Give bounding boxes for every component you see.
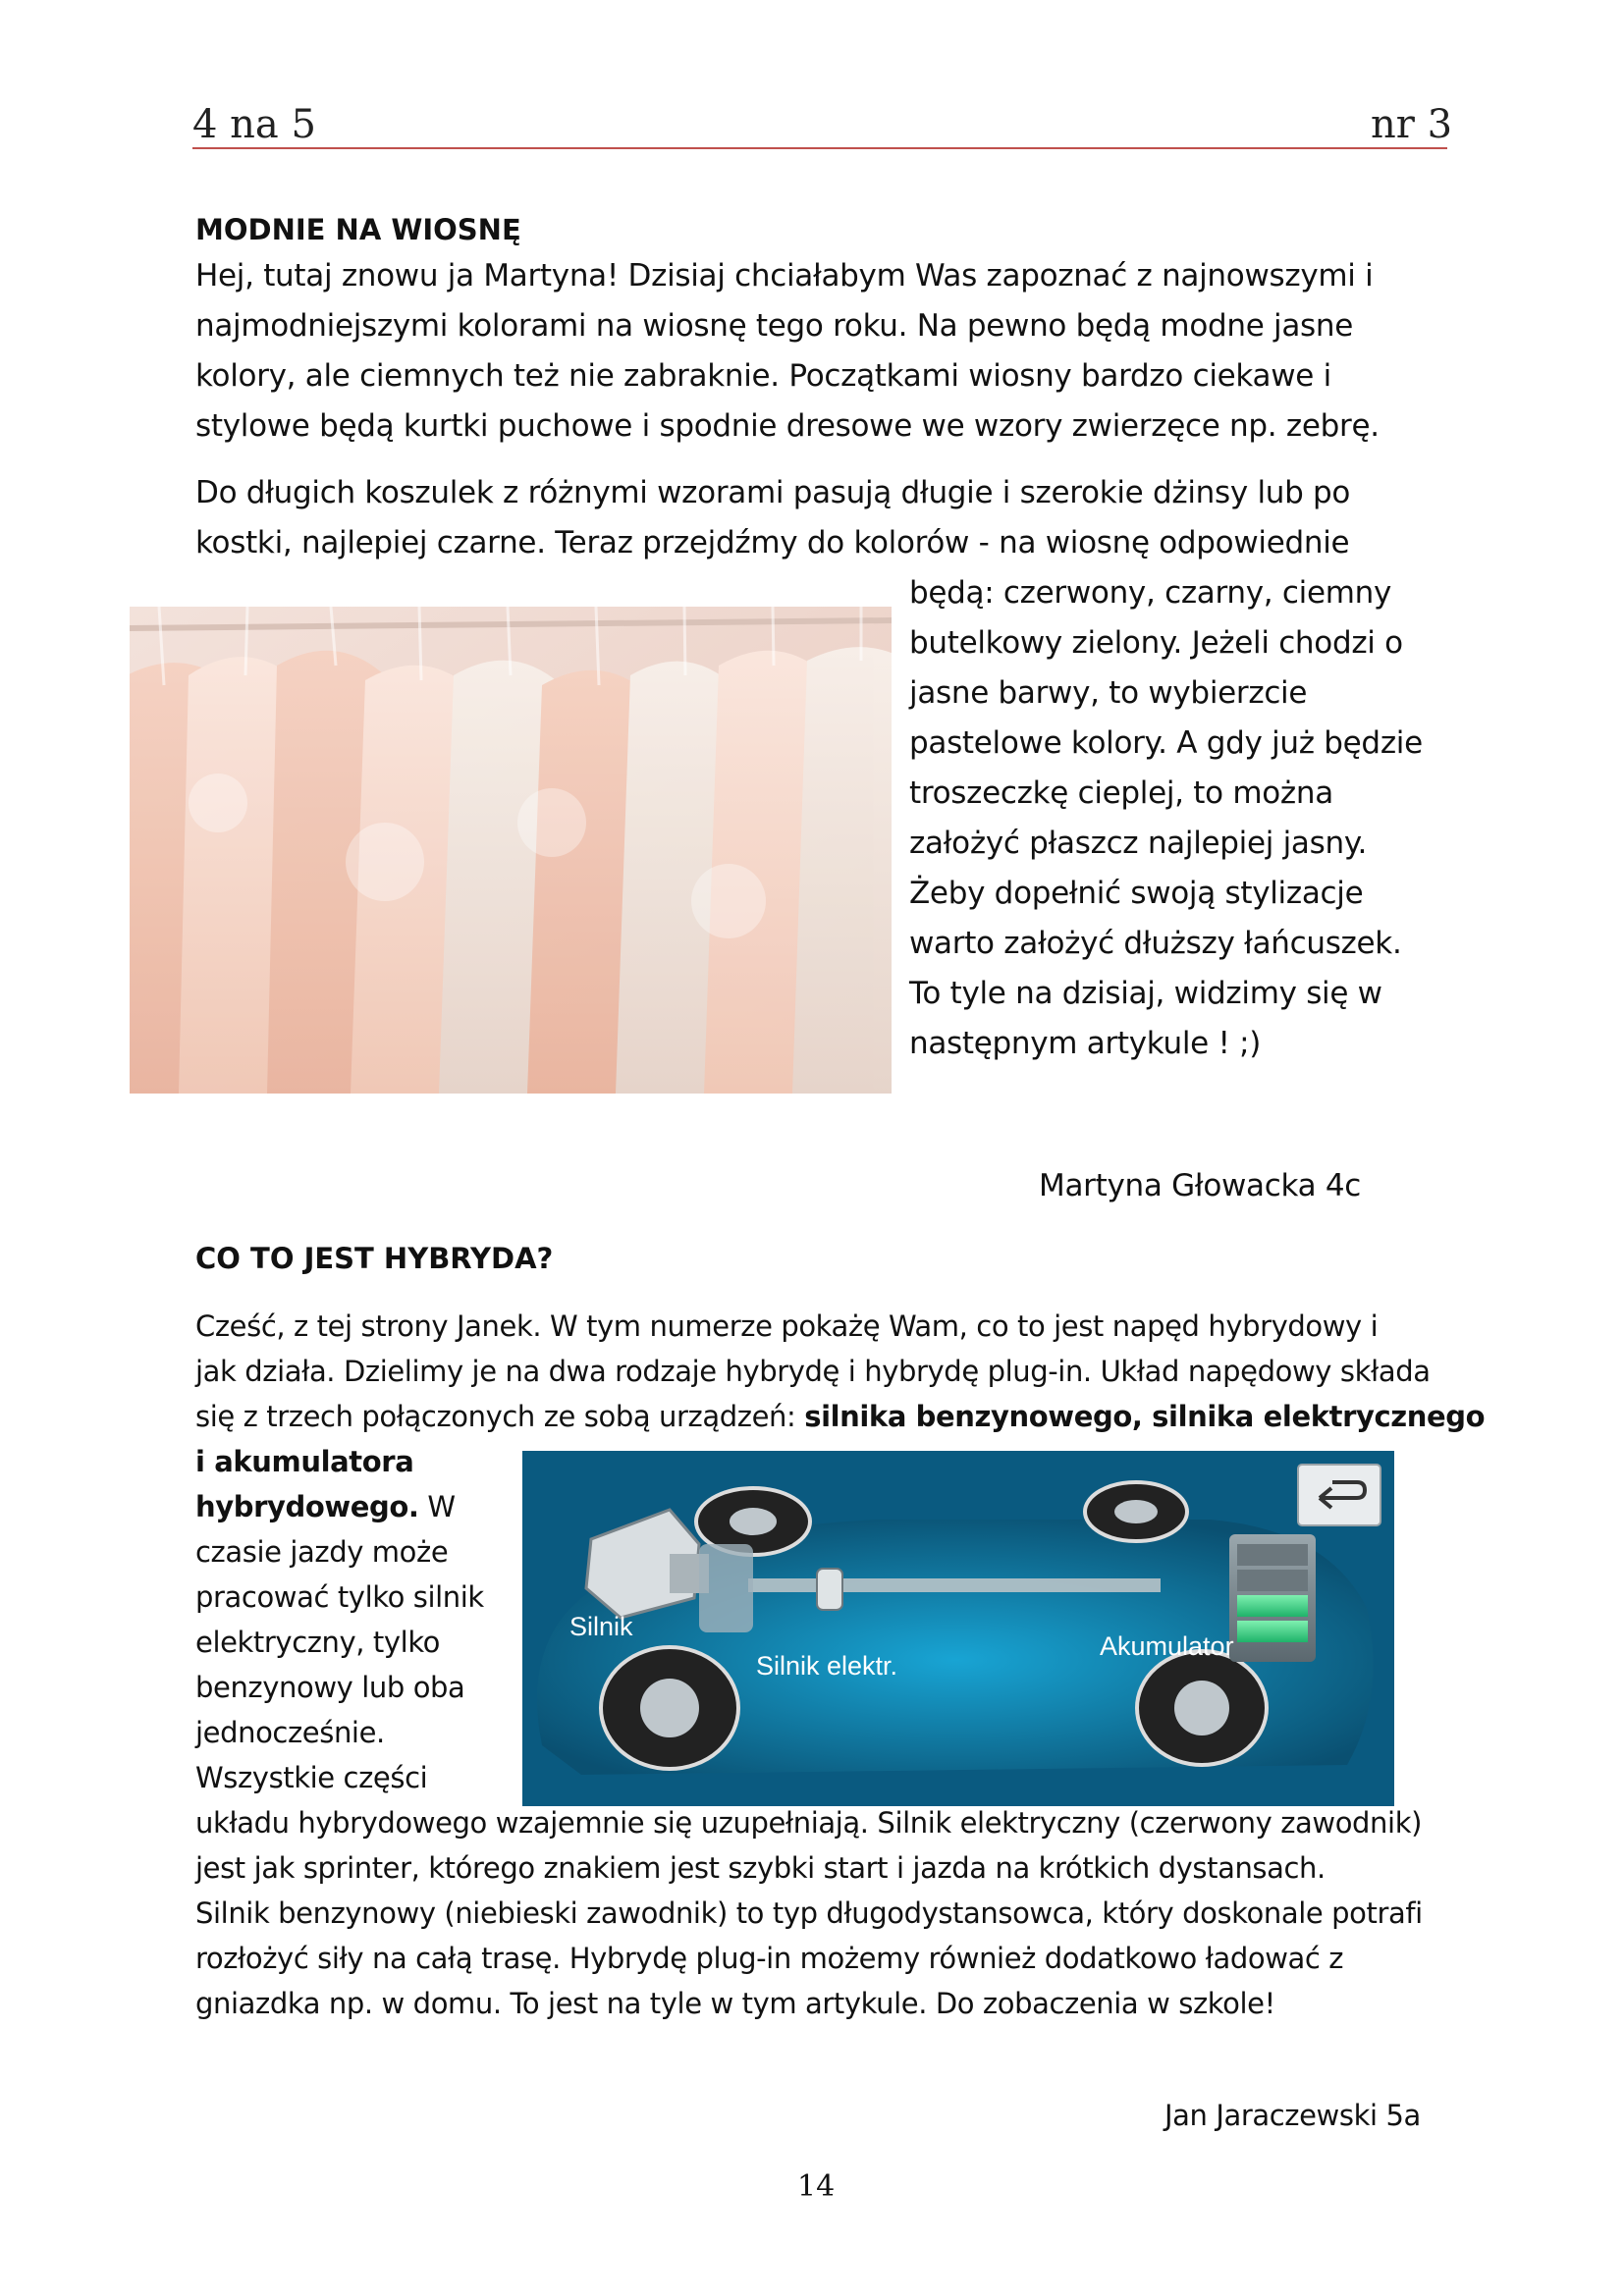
text-line: warto założyć dłuższy łańcuszek. xyxy=(909,926,1402,961)
text-normal: W xyxy=(418,1490,456,1523)
text-line: założyć płaszcz najlepiej jasny. xyxy=(909,826,1367,861)
text-line: Żeby dopełnić swoją stylizacje xyxy=(909,876,1364,911)
text-line: najmodniejszymi kolorami na wiosnę tego roku. Na pewno będą modne jasne xyxy=(195,308,1354,344)
text-line: Cześć, z tej strony Janek. W tym numerze pokażę Wam, co to jest napęd hybrydowy i xyxy=(195,1309,1379,1343)
page-number: 14 xyxy=(797,2169,836,2204)
article-hybrid xyxy=(195,0,1486,2258)
text-bold: i akumulatora xyxy=(195,1445,414,1478)
electric-motor-icon xyxy=(817,1569,842,1610)
text-line: pastelowe kolory. A gdy już będzie xyxy=(909,725,1423,761)
magazine-title: 4 na 5 xyxy=(192,102,316,147)
text-bold: hybrydowego. xyxy=(195,1490,419,1523)
text-line: kostki, najlepiej czarne. Teraz przejdźmy do kolorów - na wiosnę odpowiednie xyxy=(195,525,1350,561)
text-line: jasne barwy, to wybierzcie xyxy=(909,675,1308,711)
text-line: układu hybrydowego wzajemnie się uzupełniają. Silnik elektryczny (czerwony zawodnik) xyxy=(195,1806,1422,1840)
article-author: Martyna Głowacka 4c xyxy=(1039,1168,1362,1203)
text-line: będą: czerwony, czarny, ciemny xyxy=(909,575,1392,611)
text-line: pracować tylko silnik xyxy=(195,1580,484,1614)
text-line: czasie jazdy może xyxy=(195,1535,449,1569)
text-line xyxy=(195,1445,413,1478)
text-line: Do długich koszulek z różnymi wzorami pasują długie i szerokie dżinsy lub po xyxy=(195,475,1351,510)
text-line: kolory, ale ciemnych też nie zabraknie. Początkami wiosny bardzo ciekawe i xyxy=(195,358,1331,394)
text-line: jak działa. Dzielimy je na dwa rodzaje hybrydę i hybrydę plug-in. Układ napędowy składa xyxy=(195,1355,1431,1388)
text-line: benzynowy lub oba xyxy=(195,1671,465,1704)
text-line: To tyle na dzisiaj, widzimy się w xyxy=(909,976,1382,1011)
text-line: Silnik benzynowy (niebieski zawodnik) to typ długodystansowca, który doskonale potrafi xyxy=(195,1896,1423,1930)
text-line: jednocześnie. xyxy=(195,1716,385,1749)
text-line: jest jak sprinter, którego znakiem jest szybki start i jazda na krótkich dystansach. xyxy=(195,1851,1326,1885)
text-line: butelkowy zielony. Jeżeli chodzi o xyxy=(909,625,1403,661)
text-line: Hej, tutaj znowu ja Martyna! Dzisiaj chciałabym Was zapoznać z najnowszymi i xyxy=(195,258,1374,294)
hybrid-drive-diagram xyxy=(522,1451,1394,1806)
article-title: CO TO JEST HYBRYDA? xyxy=(195,1242,554,1275)
electric-motor-label: Silnik elektr. xyxy=(756,1651,898,1681)
text-line: stylowe będą kurtki puchowe i spodnie dresowe we wzory zwierzęce np. zebrę. xyxy=(195,408,1380,444)
issue-number: nr 3 xyxy=(1371,102,1453,147)
back-arrow-icon xyxy=(1298,1465,1380,1525)
battery-icon xyxy=(1229,1534,1316,1662)
text-line: troszeczkę cieplej, to można xyxy=(909,775,1333,811)
engine-label: Silnik xyxy=(569,1612,633,1641)
text-line xyxy=(195,1490,456,1523)
text-line: rozłożyć siły na całą trasę. Hybrydę plug-in możemy również dodatkowo ładować z xyxy=(195,1942,1344,1975)
text-line: następnym artykule ! ;) xyxy=(909,1026,1262,1061)
text-line: Wszystkie części xyxy=(195,1761,428,1794)
battery-label: Akumulator xyxy=(1100,1631,1234,1661)
text-line xyxy=(195,1400,1485,1433)
text-line: gniazdka np. w domu. To jest na tyle w tym artykule. Do zobaczenia w szkole! xyxy=(195,1987,1275,2020)
text-normal: się z trzech połączonych ze sobą urządzeń: xyxy=(195,1400,805,1433)
article-author: Jan Jaraczewski 5a xyxy=(1164,2099,1421,2132)
text-line: elektryczny, tylko xyxy=(195,1626,441,1659)
article-title: MODNIE NA WIOSNĘ xyxy=(195,213,521,246)
text-bold: silnika benzynowego, silnika elektrycznego xyxy=(804,1400,1486,1433)
